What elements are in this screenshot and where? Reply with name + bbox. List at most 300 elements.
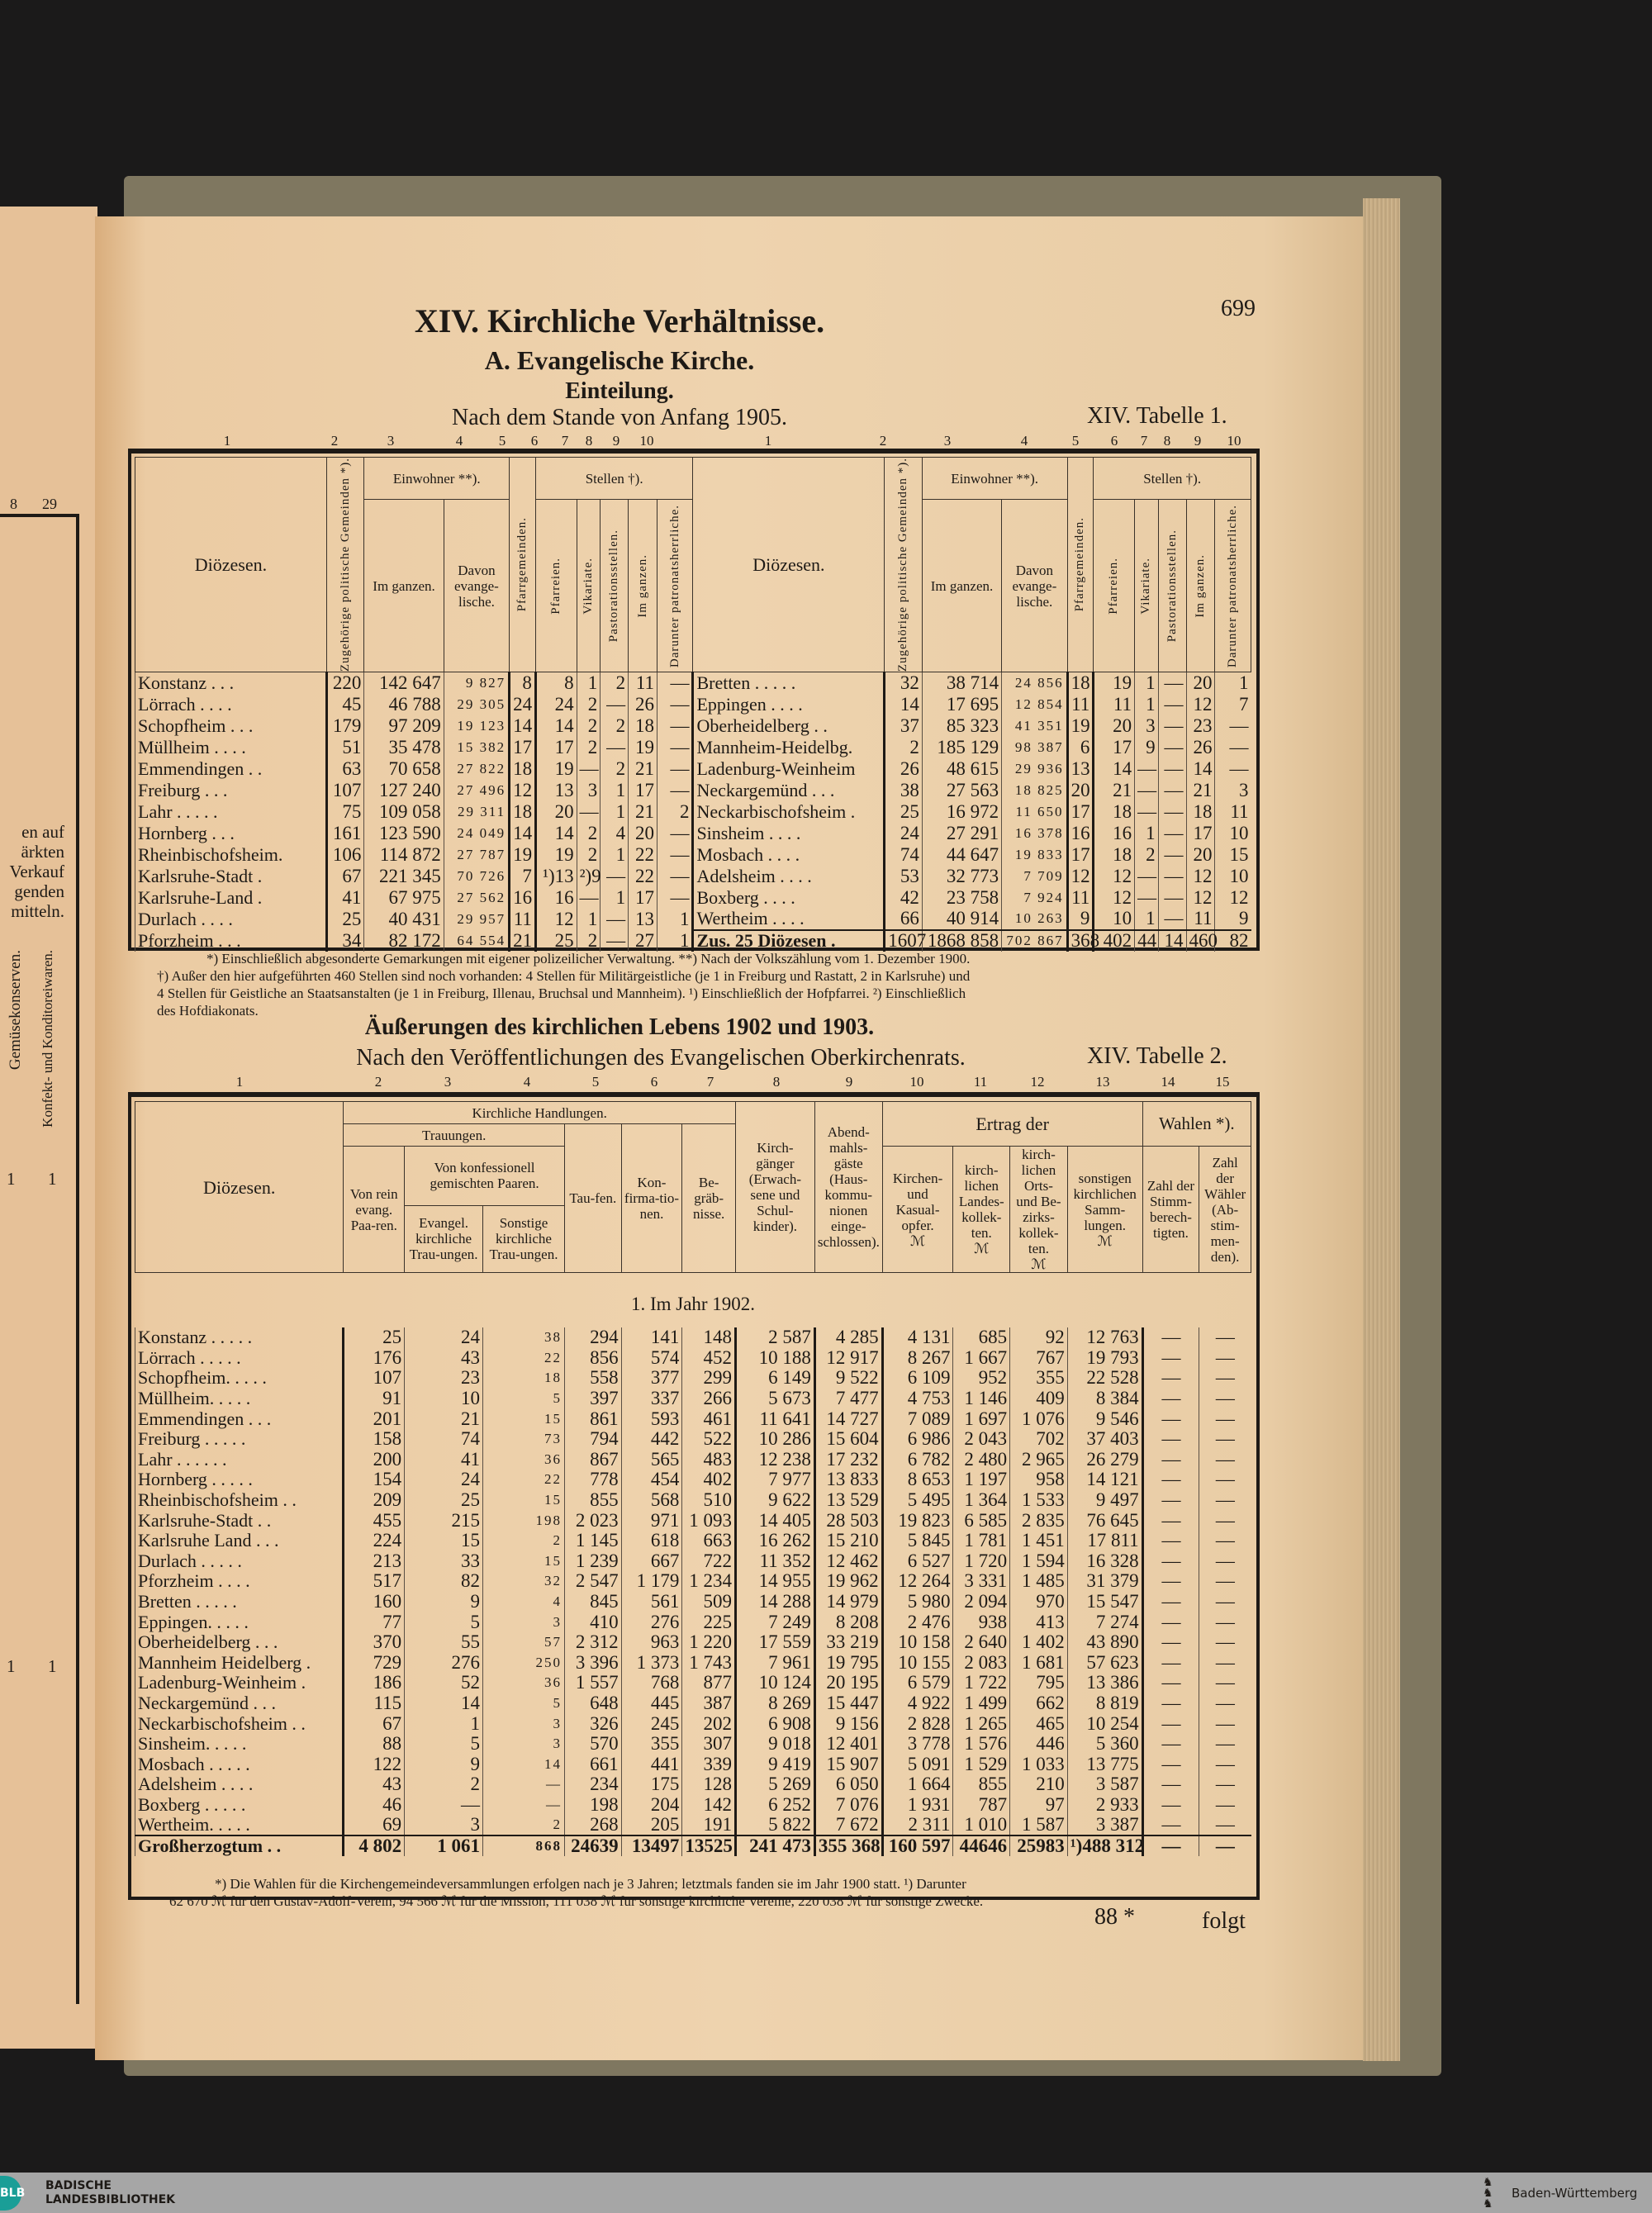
diocese-name: Durlach . . . . [135, 909, 327, 930]
cell: 15 [483, 1551, 565, 1572]
cell: 141 [621, 1327, 682, 1348]
cell: 29 936 [1002, 758, 1067, 780]
cell: — [1199, 1389, 1251, 1409]
diocese-name: Oberheidelberg . . [693, 715, 885, 737]
cell: 32 773 [922, 866, 1001, 887]
cell: 1 010 [953, 1815, 1010, 1835]
cell: 15 [405, 1531, 483, 1551]
column-number: 4 [1020, 433, 1028, 449]
diocese-name: Neckarbischofsheim . [693, 801, 885, 823]
cell: 44 647 [922, 844, 1001, 866]
cell: 14 [1094, 758, 1135, 780]
cell: 570 [564, 1734, 621, 1755]
cell: — [1199, 1327, 1251, 1348]
cell: 27 563 [922, 780, 1001, 801]
cell: 339 [682, 1754, 736, 1774]
cell: — [1199, 1835, 1251, 1856]
cell: 13 529 [814, 1490, 882, 1511]
cell: 24 856 [1002, 672, 1067, 694]
col-stellen_ganzen-label: Im ganzen. [635, 553, 649, 618]
cell: 5 980 [882, 1592, 953, 1612]
diocese-name: Neckarbischofsheim . . [135, 1713, 344, 1734]
cell: 32 [483, 1571, 565, 1592]
cell: 27 496 [444, 780, 509, 801]
cell: 97 [1010, 1795, 1068, 1816]
col-stellen_ganzen [629, 500, 657, 672]
total-row [135, 1835, 1251, 1856]
cell: 1 [1135, 672, 1159, 694]
col-vikariate [1135, 500, 1159, 672]
cell: 11 [629, 672, 657, 694]
cell: 25 [885, 801, 923, 823]
cell: 11 641 [735, 1408, 814, 1429]
column-number: 4 [523, 1074, 531, 1090]
cell: 220 [326, 672, 364, 694]
cell: 25 [326, 909, 364, 930]
col-einwohner: Einwohner **). [922, 458, 1067, 500]
cell: — [1199, 1693, 1251, 1714]
cell: 1 [601, 801, 629, 823]
col-waehler: Zahl der Wähler (Ab-stim-men-den). [1199, 1147, 1251, 1273]
column-number: 9 [1194, 433, 1202, 449]
cell: 370 [344, 1632, 405, 1653]
cell: 45 [326, 694, 364, 715]
cell: 299 [682, 1368, 736, 1389]
bw-lions-icon: ♞ ♞ ♞ [1483, 2177, 1493, 2211]
cell: 10 254 [1067, 1713, 1142, 1734]
cell: 12 [1186, 866, 1215, 887]
cell: 25 [344, 1327, 405, 1348]
cell: 5 269 [735, 1774, 814, 1795]
diocese-name: Karlsruhe-Land . [135, 887, 327, 909]
col-kasual [882, 1147, 953, 1273]
year-heading-row [135, 1273, 1251, 1328]
cell: 845 [564, 1592, 621, 1612]
cell: 24 [405, 1470, 483, 1490]
currency-mark: ℳ [1031, 1256, 1047, 1272]
cell: 38 [885, 780, 923, 801]
col-patronat-label: Darunter patronatsherrliche. [667, 504, 681, 667]
cell: 14 [535, 823, 577, 844]
cell: 7 477 [814, 1389, 882, 1409]
table-row [135, 1734, 1251, 1755]
cell: 55 [405, 1632, 483, 1653]
cell: 28 503 [814, 1510, 882, 1531]
cell: 1 061 [405, 1835, 483, 1856]
diocese-name: Hornberg . . . . . [135, 1470, 344, 1490]
diocese-name: Boxberg . . . . . [135, 1795, 344, 1816]
cell: 16 [510, 887, 536, 909]
col-number: 29 [42, 496, 57, 512]
col-im-ganzen: Im ganzen. [364, 500, 444, 672]
cell: 14 979 [814, 1592, 882, 1612]
col-trauungen: Trauungen. [344, 1124, 565, 1147]
col-vikariate [577, 500, 601, 672]
table-row [135, 1490, 1251, 1511]
col-patronat-label: Darunter patronatsherrliche. [1226, 504, 1240, 667]
cell: 1 [657, 930, 693, 952]
cell: 4 285 [814, 1327, 882, 1348]
cell: ²)9 [577, 866, 601, 887]
cell: 10 124 [735, 1673, 814, 1693]
column-number: 9 [612, 433, 620, 449]
cell: 2 [657, 801, 693, 823]
cell: 142 647 [364, 672, 444, 694]
cell: 5 495 [882, 1490, 953, 1511]
cell: 16 [535, 887, 577, 909]
cell: 67 975 [364, 887, 444, 909]
diocese-name: Freiburg . . . . . [135, 1429, 344, 1450]
cell: 12 238 [735, 1450, 814, 1470]
cell: 24 [535, 694, 577, 715]
cell: 213 [344, 1551, 405, 1572]
cell: — [1199, 1795, 1251, 1816]
cell: 21 [1186, 780, 1215, 801]
col-kirchgaenger: Kirch-gänger (Erwach-sene und Schul-kinder). [735, 1102, 814, 1273]
cell: 12 [1094, 866, 1135, 887]
cell: 268 [564, 1815, 621, 1835]
cell: 20 [1186, 844, 1215, 866]
cell: 402 [1094, 930, 1135, 952]
table1-footnotes: *) Einschließlich abgesonderte Gemarkungen mit eigener polizeilicher Verwaltung. **) Nach der Volkszählung vom 1. Dezember 1900. †) Außer den hier aufgeführten 460 Stellen sind noch vorhanden: 4 Stellen für Militärgeistliche (je 1 in Freiburg und Rastatt, 2 in Karlsruhe) und 4 Stellen für Geistliche an Staatsanstalten (je 1 in Freiburg, Illenau, Bruchsal und Mannheim). ¹) Einschließlich der Hofpfarrei. ²) Einschließlich des Hofdiakonats. [157, 951, 971, 1019]
cell: — [1199, 1429, 1251, 1450]
cell: 36 [483, 1450, 565, 1470]
cell: 461 [682, 1408, 736, 1429]
column-number: 8 [772, 1074, 781, 1090]
cell: 3 587 [1067, 1774, 1142, 1795]
table-row [135, 1693, 1251, 1714]
col-stellen: Stellen †). [535, 458, 693, 500]
col-taufen: Tau-fen. [564, 1124, 621, 1273]
section-title: A. Evangelische Kirche. [484, 345, 755, 375]
cell: 9 497 [1067, 1490, 1142, 1511]
cell: — [1142, 1408, 1199, 1429]
column-number: 13 [1095, 1074, 1110, 1090]
cell: 11 [1215, 801, 1251, 823]
cell: 204 [621, 1795, 682, 1816]
cell: 1 220 [682, 1632, 736, 1653]
cell: — [1199, 1653, 1251, 1674]
cell: — [601, 930, 629, 952]
cell: — [1199, 1754, 1251, 1774]
cell: 9 [405, 1754, 483, 1774]
cell: 82 172 [364, 930, 444, 952]
cell: 25 [535, 930, 577, 952]
diocese-name: Bretten . . . . . [693, 672, 885, 694]
diocese-name: Boxberg . . . . [693, 887, 885, 909]
cell: 24 [405, 1327, 483, 1348]
cell: — [1199, 1348, 1251, 1369]
cell: — [657, 715, 693, 737]
cell: 91 [344, 1389, 405, 1409]
cell: 12 [1215, 887, 1251, 909]
diocese-name: Karlsruhe-Stadt . [135, 866, 327, 887]
cell: 565 [621, 1450, 682, 1470]
diocese-name: Mosbach . . . . . [135, 1754, 344, 1774]
column-number: 6 [530, 433, 539, 449]
cell: 17 559 [735, 1632, 814, 1653]
cell: 48 615 [922, 758, 1001, 780]
cell: 19 962 [814, 1571, 882, 1592]
cell: 13 [1067, 758, 1094, 780]
cell: 18 [510, 758, 536, 780]
column-number: 4 [455, 433, 463, 449]
cell: 8 208 [814, 1612, 882, 1632]
cell: 2 587 [735, 1327, 814, 1348]
cell: 3 778 [882, 1734, 953, 1755]
cell: 971 [621, 1510, 682, 1531]
cell: — [1199, 1815, 1251, 1835]
table1 [135, 457, 1251, 952]
cell: 337 [621, 1389, 682, 1409]
cell: 1 [657, 909, 693, 930]
cell: 11 650 [1002, 801, 1067, 823]
cell: — [1142, 1429, 1199, 1450]
cell: 441 [621, 1754, 682, 1774]
cell: 107 [344, 1368, 405, 1389]
table-row [135, 909, 1251, 930]
cell: 3 396 [564, 1653, 621, 1674]
cell: 5 822 [735, 1815, 814, 1835]
cell: 410 [564, 1612, 621, 1632]
table-row [135, 1815, 1251, 1835]
column-number: 2 [879, 433, 887, 449]
cell: 2 [601, 758, 629, 780]
currency-mark: ℳ [1097, 1232, 1113, 1249]
cell: 355 [621, 1734, 682, 1755]
cell: 67 [344, 1713, 405, 1734]
cell: — [577, 758, 601, 780]
cell: 2 312 [564, 1632, 621, 1653]
cell: 1 093 [682, 1510, 736, 1531]
cell: 1 667 [953, 1348, 1010, 1369]
cell: 8 [535, 672, 577, 694]
diocese-name: Konstanz . . . [135, 672, 327, 694]
cell: 3 [1135, 715, 1159, 737]
cell: 19 [1067, 715, 1094, 737]
year-heading: 1. Im Jahr 1902. [630, 1294, 756, 1314]
cell: 10 [1094, 909, 1135, 930]
table-row [135, 672, 1251, 694]
diocese-name: Wertheim . . . . [693, 909, 885, 930]
diocese-name: Neckargemünd . . . [135, 1693, 344, 1714]
cell: 98 387 [1002, 737, 1067, 758]
cell: 33 219 [814, 1632, 882, 1653]
cell: 10 [405, 1389, 483, 1409]
table-row [135, 1551, 1251, 1572]
cell: — [1142, 1632, 1199, 1653]
cell: — [1199, 1450, 1251, 1470]
cell: 241 473 [735, 1835, 814, 1856]
cell: 37 [885, 715, 923, 737]
cell: 5 [405, 1734, 483, 1755]
cell: 2 [577, 844, 601, 866]
cell: 18 [510, 801, 536, 823]
cell: 952 [953, 1368, 1010, 1389]
cell: 15 210 [814, 1531, 882, 1551]
cell: 36 [483, 1673, 565, 1693]
cell: 18 [1067, 672, 1094, 694]
diocese-name: Karlsruhe-Stadt . . [135, 1510, 344, 1531]
cell: 855 [953, 1774, 1010, 1795]
cell: 522 [682, 1429, 736, 1450]
cell: 2 476 [882, 1612, 953, 1632]
cell: 70 658 [364, 758, 444, 780]
cell: 158 [344, 1429, 405, 1450]
cell: 2 547 [564, 1571, 621, 1592]
currency-mark: ℳ [909, 1232, 926, 1249]
diocese-name: Großherzogtum . . [135, 1835, 344, 1856]
cell: 702 [1010, 1429, 1068, 1450]
cell: 26 [885, 758, 923, 780]
cell: 29 311 [444, 801, 509, 823]
table-row [135, 1592, 1251, 1612]
cell: — [1142, 1389, 1199, 1409]
cell: 7 [1215, 694, 1251, 715]
table-row [135, 1531, 1251, 1551]
table-row [135, 1389, 1251, 1409]
cell: 221 345 [364, 866, 444, 887]
cell: 618 [621, 1531, 682, 1551]
cell: 1 265 [953, 1713, 1010, 1734]
cell: 6 585 [953, 1510, 1010, 1531]
cell: 2 311 [882, 1815, 953, 1835]
table-row [135, 1653, 1251, 1674]
cell: 1 594 [1010, 1551, 1068, 1572]
cell: 142 [682, 1795, 736, 1816]
table-row [135, 844, 1251, 866]
cell: — [657, 844, 693, 866]
col-pfarreien-label: Pfarreien. [1107, 557, 1121, 615]
cell: — [483, 1774, 565, 1795]
diocese-name: Müllheim. . . . . [135, 1389, 344, 1409]
column-number: 7 [1140, 433, 1148, 449]
cell: — [1158, 694, 1186, 715]
cell: 963 [621, 1632, 682, 1653]
left-page-text: en auf ärkten Verkauf genden mitteln. [9, 822, 64, 921]
diocese-name: Emmendingen . . [135, 758, 327, 780]
cell: 445 [621, 1693, 682, 1714]
cell: — [657, 887, 693, 909]
cell: 25 [405, 1490, 483, 1511]
cell: 46 788 [364, 694, 444, 715]
cell: — [1158, 758, 1186, 780]
cell: 1 [1135, 909, 1159, 930]
cell: 9 [405, 1592, 483, 1612]
cell: 16 262 [735, 1531, 814, 1551]
rot-header: Gemüsekonserven. [7, 950, 24, 1071]
cell: — [1158, 909, 1186, 930]
cell: 397 [564, 1389, 621, 1409]
cell: — [1199, 1734, 1251, 1755]
cell: 14 405 [735, 1510, 814, 1531]
cell: 14 [1186, 758, 1215, 780]
cell: 115 [344, 1693, 405, 1714]
cell: 26 [629, 694, 657, 715]
diocese-name: Lahr . . . . . . [135, 1450, 344, 1470]
cell: 8 384 [1067, 1389, 1142, 1409]
cell: — [1158, 801, 1186, 823]
col-stellen_ganzen [1186, 500, 1215, 672]
cell: 1 364 [953, 1490, 1010, 1511]
cell: 10 263 [1002, 909, 1067, 930]
cell: 179 [326, 715, 364, 737]
cell: 27 787 [444, 844, 509, 866]
cell: 1 533 [1010, 1490, 1068, 1511]
column-number: 15 [1215, 1074, 1230, 1090]
col-wahlen: Wahlen *). [1142, 1102, 1251, 1147]
cell: 14 727 [814, 1408, 882, 1429]
catchword: folgt [1202, 1908, 1246, 1934]
column-number: 3 [387, 433, 395, 449]
cell: 161 [326, 823, 364, 844]
cell: 205 [621, 1815, 682, 1835]
cell: — [1199, 1531, 1251, 1551]
diocese-name: Wertheim. . . . . [135, 1815, 344, 1835]
column-number: 7 [561, 433, 569, 449]
cell: 43 [344, 1774, 405, 1795]
diocese-name: Mosbach . . . . [693, 844, 885, 866]
cell: 23 758 [922, 887, 1001, 909]
cell: 413 [1010, 1612, 1068, 1632]
cell: 1 197 [953, 1470, 1010, 1490]
cell: 1 [1135, 694, 1159, 715]
col-abendmahl: Abend-mahls-gäste (Haus-kommu-nionen einge-schlossen). [814, 1102, 882, 1273]
cell: 8 269 [735, 1693, 814, 1714]
cell: 355 [1010, 1368, 1068, 1389]
col-pfarreien [535, 500, 577, 672]
cell: — [1142, 1734, 1199, 1755]
table2-subtitle: Nach den Veröffentlichungen des Evangelischen Oberkirchenrats. [356, 1045, 966, 1071]
table-row [135, 1510, 1251, 1531]
cell: 10 155 [882, 1653, 953, 1674]
cell: 13 775 [1067, 1754, 1142, 1774]
cell: 442 [621, 1429, 682, 1450]
table-row [135, 887, 1251, 909]
cell: ¹)13 [535, 866, 577, 887]
cell: 452 [682, 1348, 736, 1369]
col-pastorationsstellen-label: Pastorationsstellen. [607, 529, 621, 643]
diocese-name: Adelsheim . . . . [693, 866, 885, 887]
diocese-name: Adelsheim . . . . [135, 1774, 344, 1795]
cell: 64 554 [444, 930, 509, 952]
cell: 13 [535, 780, 577, 801]
cell: 685 [953, 1327, 1010, 1348]
cell: 1 033 [1010, 1754, 1068, 1774]
col-evangel-trau: Evangel. kirchliche Trau-ungen. [405, 1205, 483, 1272]
cell: 3 [483, 1612, 565, 1632]
col-pastorationsstellen [1158, 500, 1186, 672]
cell: — [1199, 1592, 1251, 1612]
cell: 574 [621, 1348, 682, 1369]
cell: 63 [326, 758, 364, 780]
table-row [135, 1612, 1251, 1632]
table-row [135, 780, 1251, 801]
page-number: 699 [1221, 296, 1256, 321]
cell: 1 781 [953, 1531, 1010, 1551]
cell: 368 [1067, 930, 1094, 952]
cell: 8 [510, 672, 536, 694]
blb-logo: BLB [0, 2176, 21, 2211]
cell: 2 094 [953, 1592, 1010, 1612]
state-name: Baden-Württemberg [1512, 2186, 1638, 2201]
cell: 19 833 [1002, 844, 1067, 866]
cell: 787 [953, 1795, 1010, 1816]
diocese-name: Sinsheim. . . . . [135, 1734, 344, 1755]
cell: 2 480 [953, 1450, 1010, 1470]
cell: 1 239 [564, 1551, 621, 1572]
cell: 225 [682, 1612, 736, 1632]
